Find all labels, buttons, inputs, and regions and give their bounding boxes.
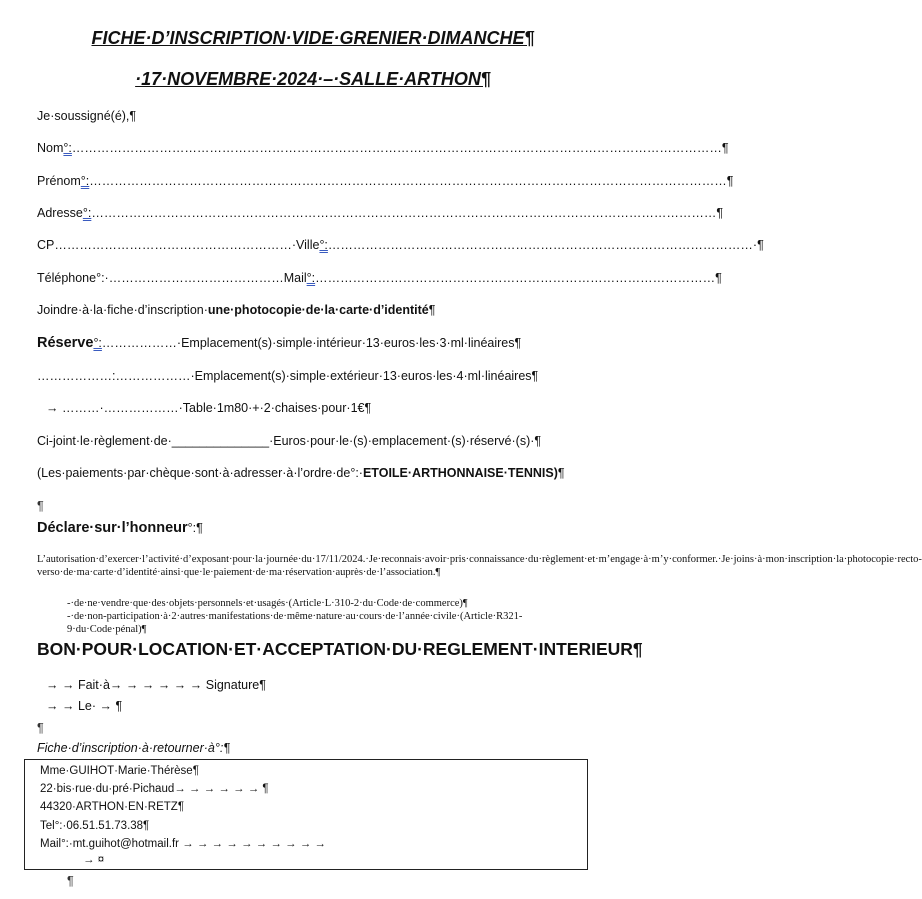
fait-signature-line[interactable]: → → Fait·à→ → → → → → Signature¶	[46, 678, 266, 692]
cp-ville-field[interactable]	[37, 237, 764, 253]
reserve-option-interior: ………………·Emplacement(s)·simple·intérieur·13·euros·les·3·ml·linéaires¶	[101, 336, 522, 350]
form-title-line-2: ·17·NOVEMBRE·2024·–·SALLE·ARTHON¶	[135, 69, 491, 89]
paiements-end: ¶	[557, 466, 565, 480]
tel-mail-field[interactable]	[37, 270, 722, 286]
ville-label: ·Ville	[291, 238, 320, 252]
prenom-dots: ………………………………………………………………………………………………………………………………………¶	[89, 174, 734, 188]
paiements-text	[37, 465, 565, 481]
final-paragraph-mark: ¶	[67, 874, 74, 888]
contact-mail[interactable]: Mail°:·mt.guihot@hotmail.fr → → → → → → → → → →	[40, 838, 326, 850]
prenom-field[interactable]	[37, 173, 733, 189]
empty-paragraph: ¶	[37, 499, 44, 513]
declare-label: Déclare·sur·l’honneur	[37, 520, 188, 536]
ville-dots: …………………………………………………………………………………………·¶	[327, 238, 764, 252]
contact-box	[24, 759, 588, 870]
declare-heading	[37, 519, 203, 537]
autorisation-paragraph: L’autorisation·d’exercer·l’activité·d’exposant·pour·la·journée·du·17/11/2024.·Je·reconnais·avoir·pris·connaissance·du·règlement·et·m’engage·à·m’y·conformer.·Je·joins·à·mon·inscription·la·photocopie·recto-verso·de·ma·carte·d’identité·ainsi·que·le·paiement·de·ma·réservation·auprès·de·l’association.¶	[37, 554, 922, 578]
joindre-text	[37, 302, 435, 318]
fiche-retour-text: Fiche·d’inscription·à·retourner·à°:¶	[37, 741, 231, 755]
joindre-prefix: Joindre·à·la·fiche·d’inscription·	[37, 303, 208, 317]
reserve-line-2[interactable]: ………………:………………·Emplacement(s)·simple·extérieur·13·euros·les·4·ml·linéaires¶	[37, 369, 539, 383]
bullet-commerce: -·de·ne·vendre·que·des·objets·personnels·et·usagés·(Article·L·310-2·du·Code·de·commerce)¶	[67, 598, 468, 609]
adresse-colon: °:	[82, 206, 92, 220]
contact-tel: Tel°:·06.51.51.73.38¶	[40, 820, 150, 832]
cp-dots: …………………………………………………	[54, 238, 292, 252]
contact-street: 22·bis·rue·du·pré·Pichaud→ → → → → → ¶	[40, 783, 269, 795]
adresse-dots: ……………………………………………………………………………………………………………………………………¶	[91, 206, 724, 220]
reserve-label: Réserve	[37, 335, 94, 351]
paiements-prefix: (Les·paiements·par·chèque·sont·à·adresser·à·l’ordre·de°:·	[37, 466, 363, 480]
prenom-label: Prénom	[37, 174, 81, 188]
paiements-bold: ETOILE·ARTHONNAISE·TENNIS)	[362, 466, 558, 480]
form-title-line-1: FICHE·D’INSCRIPTION·VIDE·GRENIER·DIMANCHE¶	[91, 28, 535, 48]
nom-dots: …………………………………………………………………………………………………………………………………………¶	[71, 141, 729, 155]
mail-label: Mail	[283, 271, 307, 285]
ville-colon: °:	[319, 238, 328, 252]
reserve-line-3[interactable]: → ………·………………·Table·1m80·+·2·chaises·pour·1€¶	[46, 401, 372, 415]
declare-end: °:¶	[187, 521, 203, 535]
reserve-line-1[interactable]	[37, 335, 521, 351]
reserve-colon: °:	[93, 336, 102, 350]
joindre-end: ¶	[428, 303, 436, 317]
empty-paragraph-2: ¶	[37, 721, 44, 735]
le-date-line[interactable]: → → Le· → ¶	[46, 699, 123, 713]
cp-label: CP	[37, 238, 55, 252]
nom-label: Nom	[37, 141, 64, 155]
adresse-label: Adresse	[37, 206, 83, 220]
adresse-field[interactable]	[37, 205, 723, 221]
bullet-code-penal: -·de·non-participation·à·2·autres·manifestations·de·même·nature·au·cours·de·l’année·civile·(Article·R321-9·du·Code·pénal)¶	[67, 611, 523, 635]
prenom-colon: °:	[80, 174, 90, 188]
cijoint-text: Ci-joint·le·règlement·de·______________·Euros·pour·le·(s)·emplacement·(s)·réservé·(s)·¶	[37, 434, 542, 448]
bon-pour-heading: BON·POUR·LOCATION·ET·ACCEPTATION·DU·REGLEMENT·INTERIEUR¶	[37, 639, 643, 659]
contact-name: Mme·GUIHOT·Marie·Thérèse¶	[40, 765, 199, 777]
contact-city: 44320·ARTHON·EN·RETZ¶	[40, 801, 184, 813]
tel-label: Téléphone°:·	[37, 271, 109, 285]
nom-colon: °:	[63, 141, 72, 155]
mail-colon: °:	[306, 271, 316, 285]
nom-field[interactable]	[37, 140, 729, 156]
joindre-bold: une·photocopie·de·la·carte·d’identité	[207, 303, 429, 317]
mail-dots: ……………………………………………………………………………………¶	[315, 271, 722, 285]
soussigne-text: Je·soussigné(é),¶	[37, 109, 137, 123]
contact-tail: → ¤	[83, 854, 105, 866]
tel-dots: ……………………………………	[108, 271, 284, 285]
